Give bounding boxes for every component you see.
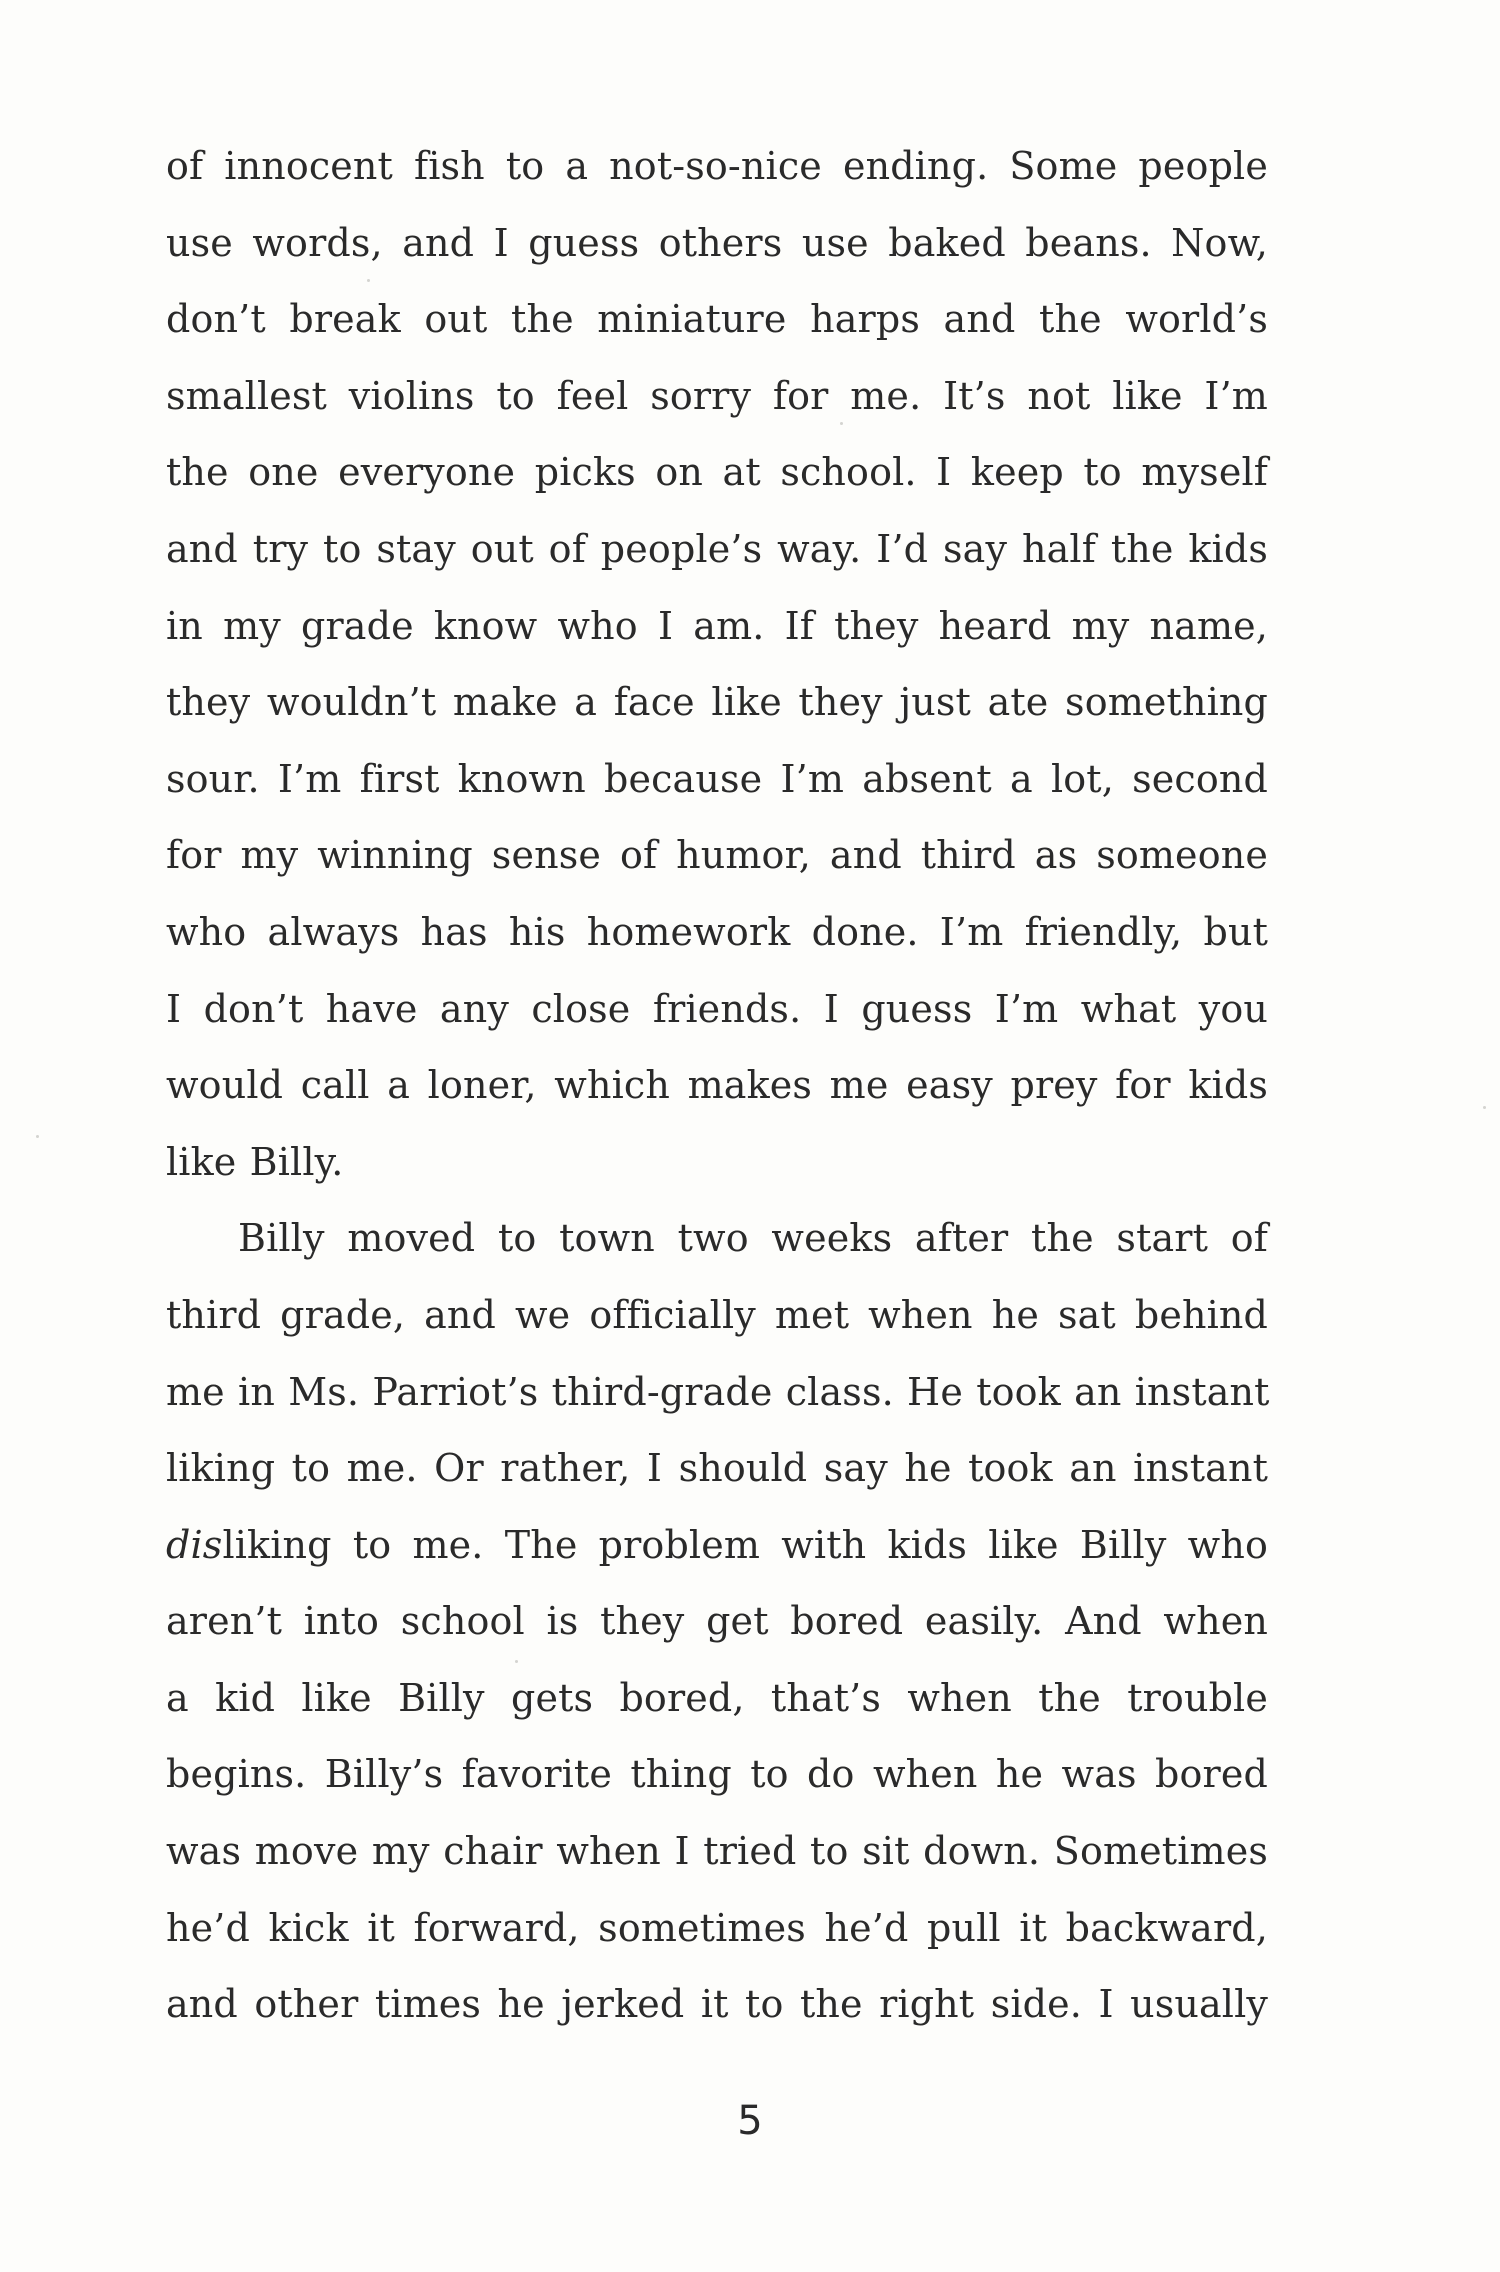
text-line: they wouldn’t make a face like they just ate something xyxy=(166,680,1268,725)
text-line: liking to me. Or rather, I should say he took an instant xyxy=(166,1446,1268,1491)
text-line: the one everyone picks on at school. I keep to myself xyxy=(166,450,1268,495)
scan-speck xyxy=(1483,1106,1486,1109)
text-line: like Billy. xyxy=(166,1139,344,1184)
text-line: who always has his homework done. I’m friendly, but xyxy=(166,909,1268,954)
text-line: begins. Billy’s favorite thing to do when he was bored xyxy=(166,1752,1268,1797)
scan-speck xyxy=(515,1660,518,1663)
text-line: use words, and I guess others use baked beans. Now, xyxy=(166,220,1268,265)
body-text xyxy=(166,128,1268,2043)
text-line: was move my chair when I tried to sit down. Sometimes xyxy=(166,1829,1268,1874)
text-line: Billy moved to town two weeks after the start of xyxy=(238,1216,1268,1261)
text-line-rest: liking to me. The problem with kids like Billy who xyxy=(222,1522,1268,1567)
text-line: in my grade know who I am. If they heard my name, xyxy=(166,603,1268,648)
text-line: a kid like Billy gets bored, that’s when the trouble xyxy=(166,1675,1268,1720)
text-line: aren’t into school is they get bored easily. And when xyxy=(166,1599,1268,1644)
text-line: smallest violins to feel sorry for me. It’s not like I’m xyxy=(166,373,1268,418)
text-line: and other times he jerked it to the right side. I usually xyxy=(166,1982,1268,2027)
text-line: would call a loner, which makes me easy prey for kids xyxy=(166,1063,1268,1108)
text-line: of innocent fish to a not-so-nice ending. Some people xyxy=(166,144,1268,188)
page-number: 5 xyxy=(737,2098,763,2144)
text-line: he’d kick it forward, sometimes he’d pull it backward, xyxy=(166,1905,1268,1950)
text-line: me in Ms. Parriot’s third-grade class. He took an instant xyxy=(166,1369,1270,1414)
text-line: for my winning sense of humor, and third as someone xyxy=(166,833,1268,878)
scan-speck xyxy=(367,279,370,282)
text-line: don’t break out the miniature harps and the world’s xyxy=(166,297,1268,342)
text-line: third grade, and we officially met when he sat behind xyxy=(166,1292,1268,1337)
text-line: and try to stay out of people’s way. I’d say half the kids xyxy=(166,526,1268,571)
text-line-with-emphasis xyxy=(166,1507,1268,1584)
text-line: sour. I’m first known because I’m absent a lot, second xyxy=(166,756,1268,801)
emphasis-prefix: dis xyxy=(166,1522,223,1567)
scan-speck xyxy=(36,1135,39,1138)
scan-speck xyxy=(840,422,843,425)
text-line: I don’t have any close friends. I guess I’m what you xyxy=(166,986,1268,1031)
